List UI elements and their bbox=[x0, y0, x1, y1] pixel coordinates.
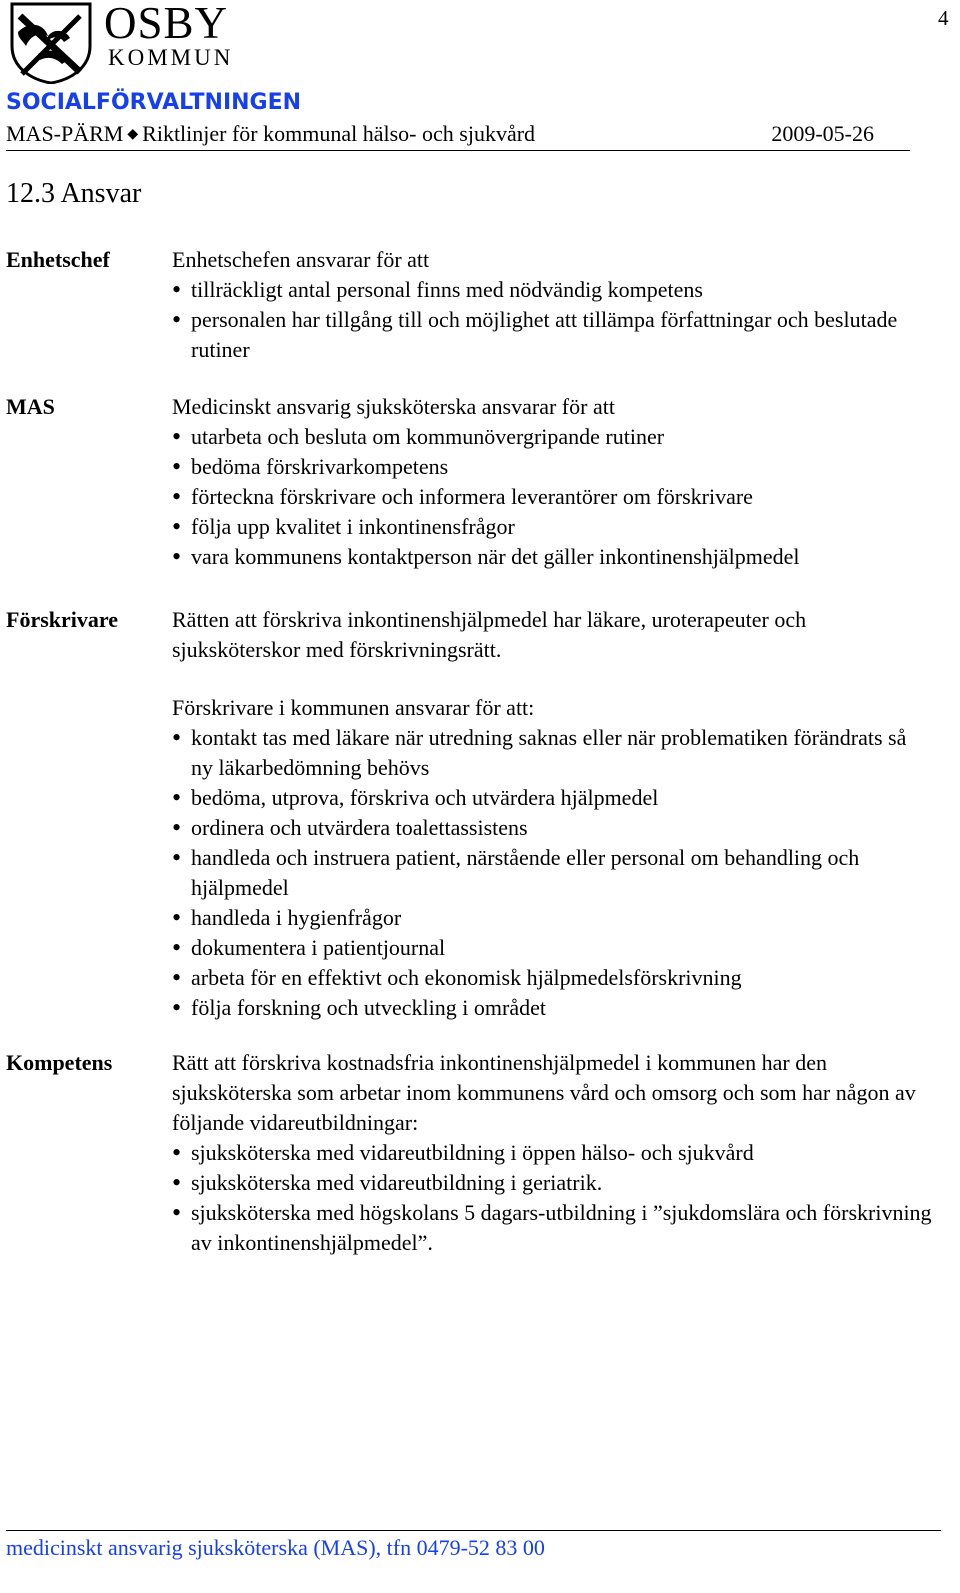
section-intro: Enhetschefen ansvarar för att bbox=[172, 247, 430, 272]
org-name: OSBY bbox=[104, 0, 229, 48]
section-content bbox=[172, 1048, 932, 1258]
list-item: • följa upp kvalitet i inkontinensfrågor bbox=[172, 512, 932, 542]
list-item: • personalen har tillgång till och möjlighet att tillämpa författningar och beslutade rutiner bbox=[172, 305, 932, 365]
list-item: • ordinera och utvärdera toalettassistens bbox=[172, 813, 932, 843]
section-label: MAS bbox=[6, 394, 55, 419]
department-title: SOCIALFÖRVALTNINGEN bbox=[6, 90, 302, 115]
section-intro-2: Förskrivare i kommunen ansvarar för att: bbox=[172, 695, 535, 720]
section-heading: 12.3 Ansvar bbox=[6, 178, 142, 209]
list-item: • sjuksköterska med vidareutbildning i geriatrik. bbox=[172, 1168, 932, 1198]
doc-date: 2009-05-26 bbox=[771, 121, 874, 146]
coat-of-arms-logo bbox=[8, 2, 94, 84]
page-number: 4 bbox=[938, 6, 949, 30]
list-item: • vara kommunens kontaktperson när det gäller inkontinenshjälpmedel bbox=[172, 542, 932, 572]
list-item: • kontakt tas med läkare när utredning saknas eller när problematiken förändrats så ny läkarbedömning behövs bbox=[172, 723, 932, 783]
page-footer: medicinskt ansvarig sjuksköterska (MAS), tfn 0479-52 83 00 bbox=[6, 1530, 941, 1561]
section-content bbox=[172, 245, 932, 365]
list-item: • sjuksköterska med vidareutbildning i öppen hälso- och sjukvård bbox=[172, 1138, 932, 1168]
list-item: • handleda i hygienfrågor bbox=[172, 903, 932, 933]
list-item: • bedöma, utprova, förskriva och utvärdera hjälpmedel bbox=[172, 783, 932, 813]
bullet-list bbox=[172, 422, 932, 572]
section-label: Enhetschef bbox=[6, 247, 110, 272]
list-item: • utarbeta och besluta om kommunövergripande rutiner bbox=[172, 422, 932, 452]
list-item: • sjuksköterska med högskolans 5 dagars-utbildning i ”sjukdomslära och förskrivning av inkontinenshjälpmedel”. bbox=[172, 1198, 932, 1258]
section-intro: Rätten att förskriva inkontinenshjälpmedel har läkare, uroterapeuter och sjuksköterskor med förskrivningsrätt. bbox=[172, 607, 807, 662]
list-item: • arbeta för en effektivt och ekonomisk hjälpmedelsförskrivning bbox=[172, 963, 932, 993]
section-content bbox=[172, 605, 932, 1023]
diamond-icon: ◆ bbox=[127, 127, 139, 142]
list-item: • handleda och instruera patient, närstående eller personal om behandling och hjälpmedel bbox=[172, 843, 932, 903]
section-label: Förskrivare bbox=[6, 607, 119, 632]
bullet-list bbox=[172, 275, 932, 365]
list-item: • förteckna förskrivare och informera leverantörer om förskrivare bbox=[172, 482, 932, 512]
bullet-list bbox=[172, 723, 932, 1023]
section-intro: Rätt att förskriva kostnadsfria inkontinenshjälpmedel i kommunen har den sjuksköterska som arbetar inom kommunens vård och omsorg och som har någon av följande vidareutbildningar: bbox=[172, 1050, 916, 1135]
list-item: • dokumentera i patientjournal bbox=[172, 933, 932, 963]
doc-title: Riktlinjer för kommunal hälso- och sjukvård bbox=[142, 121, 536, 146]
bullet-list bbox=[172, 1138, 932, 1258]
section-content bbox=[172, 392, 932, 572]
list-item: • tillräckligt antal personal finns med nödvändig kompetens bbox=[172, 275, 932, 305]
section-label: Kompetens bbox=[6, 1050, 113, 1075]
list-item: • följa forskning och utveckling i området bbox=[172, 993, 932, 1023]
org-subname: KOMMUN bbox=[108, 45, 234, 70]
doc-prefix: MAS-PÄRM bbox=[6, 121, 124, 146]
section-intro: Medicinskt ansvarig sjuksköterska ansvarar för att bbox=[172, 394, 615, 419]
document-header-line bbox=[6, 121, 910, 151]
list-item: • bedöma förskrivarkompetens bbox=[172, 452, 932, 482]
